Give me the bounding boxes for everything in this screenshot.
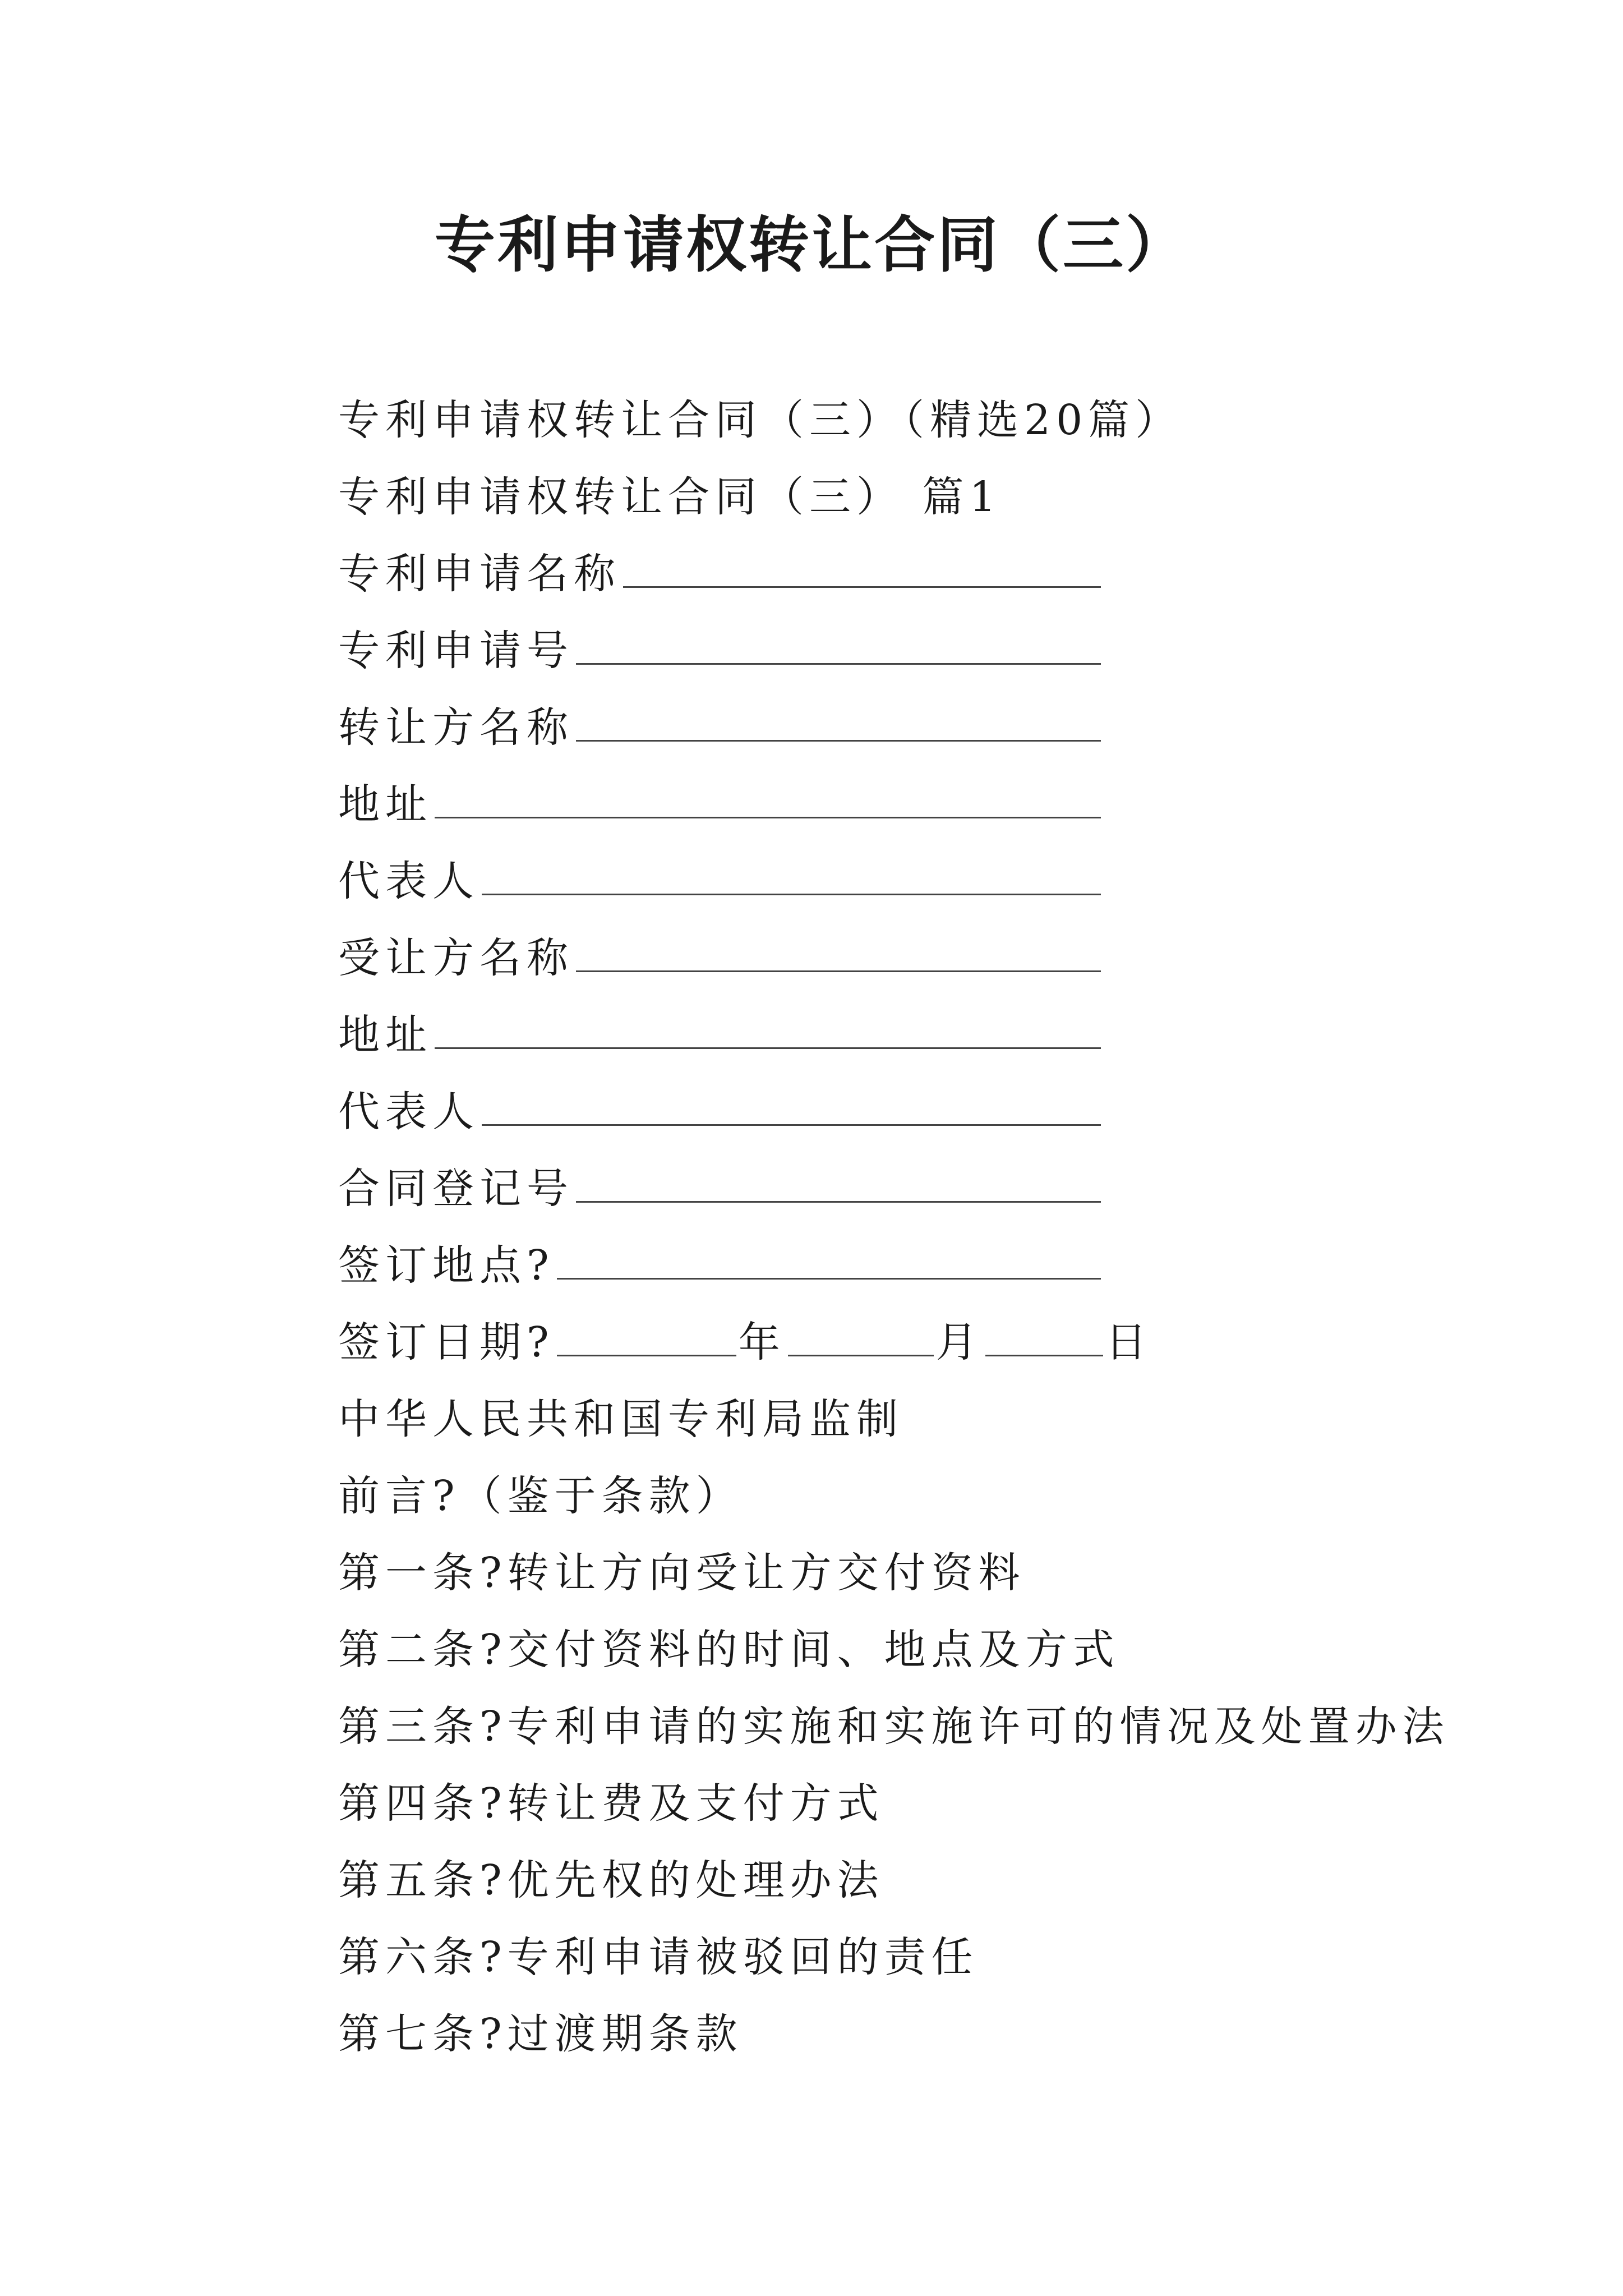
fill-in-blank [482, 854, 1101, 895]
article-item: 第三条?专利申请的实施和实施许可的情况及处置办法 [338, 1703, 1450, 1751]
field-label: 地址 [338, 780, 432, 829]
fill-in-blank [576, 1162, 1101, 1203]
field-patent-application-name [338, 536, 1101, 613]
section-heading: 专利申请权转让合同（三） 篇1 [338, 473, 1002, 521]
field-label: 受让方名称 [338, 934, 574, 982]
preamble-line: 前言?（鉴于条款） [338, 1472, 743, 1520]
document-subtitle: 专利申请权转让合同（三）（精选20篇） [338, 396, 1183, 444]
fill-in-blank [623, 547, 1101, 588]
field-label: 地址 [338, 1011, 432, 1059]
month-label: 月 [935, 1318, 983, 1366]
article-item: 第四条?转让费及支付方式 [338, 1779, 884, 1828]
article-item: 第七条?过渡期条款 [338, 2010, 743, 2058]
field-label: 代表人 [338, 857, 479, 905]
fill-in-blank [576, 701, 1101, 742]
field-contract-registration-number [338, 1151, 1101, 1227]
field-signing-place [338, 1227, 1101, 1304]
document-body [338, 382, 1516, 2073]
year-blank [557, 1315, 736, 1356]
field-patent-application-number [338, 613, 1101, 689]
field-transferee-address [338, 997, 1101, 1074]
field-transferor-representative [338, 843, 1101, 920]
field-transferee-name [338, 920, 1101, 997]
field-label: 专利申请号 [338, 627, 574, 675]
fill-in-blank [435, 777, 1101, 818]
signing-date-label: 签订日期? [338, 1318, 555, 1366]
field-signing-date [338, 1304, 1516, 1381]
field-label: 合同登记号 [338, 1165, 574, 1213]
fill-in-blank [557, 1239, 1101, 1280]
day-label: 日 [1105, 1318, 1152, 1366]
article-item: 第二条?交付资料的时间、地点及方式 [338, 1626, 1120, 1674]
fill-in-blank [435, 1008, 1101, 1049]
field-transferee-representative [338, 1074, 1101, 1151]
article-item: 第一条?转让方向受让方交付资料 [338, 1549, 1026, 1597]
year-label: 年 [738, 1318, 786, 1366]
month-blank [788, 1315, 934, 1356]
page-title: 专利申请权转让合同（三） [434, 210, 1188, 280]
supervisor-line: 中华人民共和国专利局监制 [338, 1395, 903, 1443]
fill-in-blank [482, 1085, 1101, 1126]
field-label: 转让方名称 [338, 703, 574, 752]
fill-in-blank [576, 624, 1101, 665]
article-item: 第六条?专利申请被驳回的责任 [338, 1933, 979, 1981]
article-item: 第五条?优先权的处理办法 [338, 1856, 884, 1904]
field-transferor-name [338, 689, 1101, 766]
day-blank [985, 1315, 1103, 1356]
field-label: 专利申请名称 [338, 550, 621, 598]
field-transferor-address [338, 766, 1101, 843]
field-label: 签订地点? [338, 1241, 555, 1290]
fill-in-blank [576, 931, 1101, 972]
field-label: 代表人 [338, 1088, 479, 1136]
